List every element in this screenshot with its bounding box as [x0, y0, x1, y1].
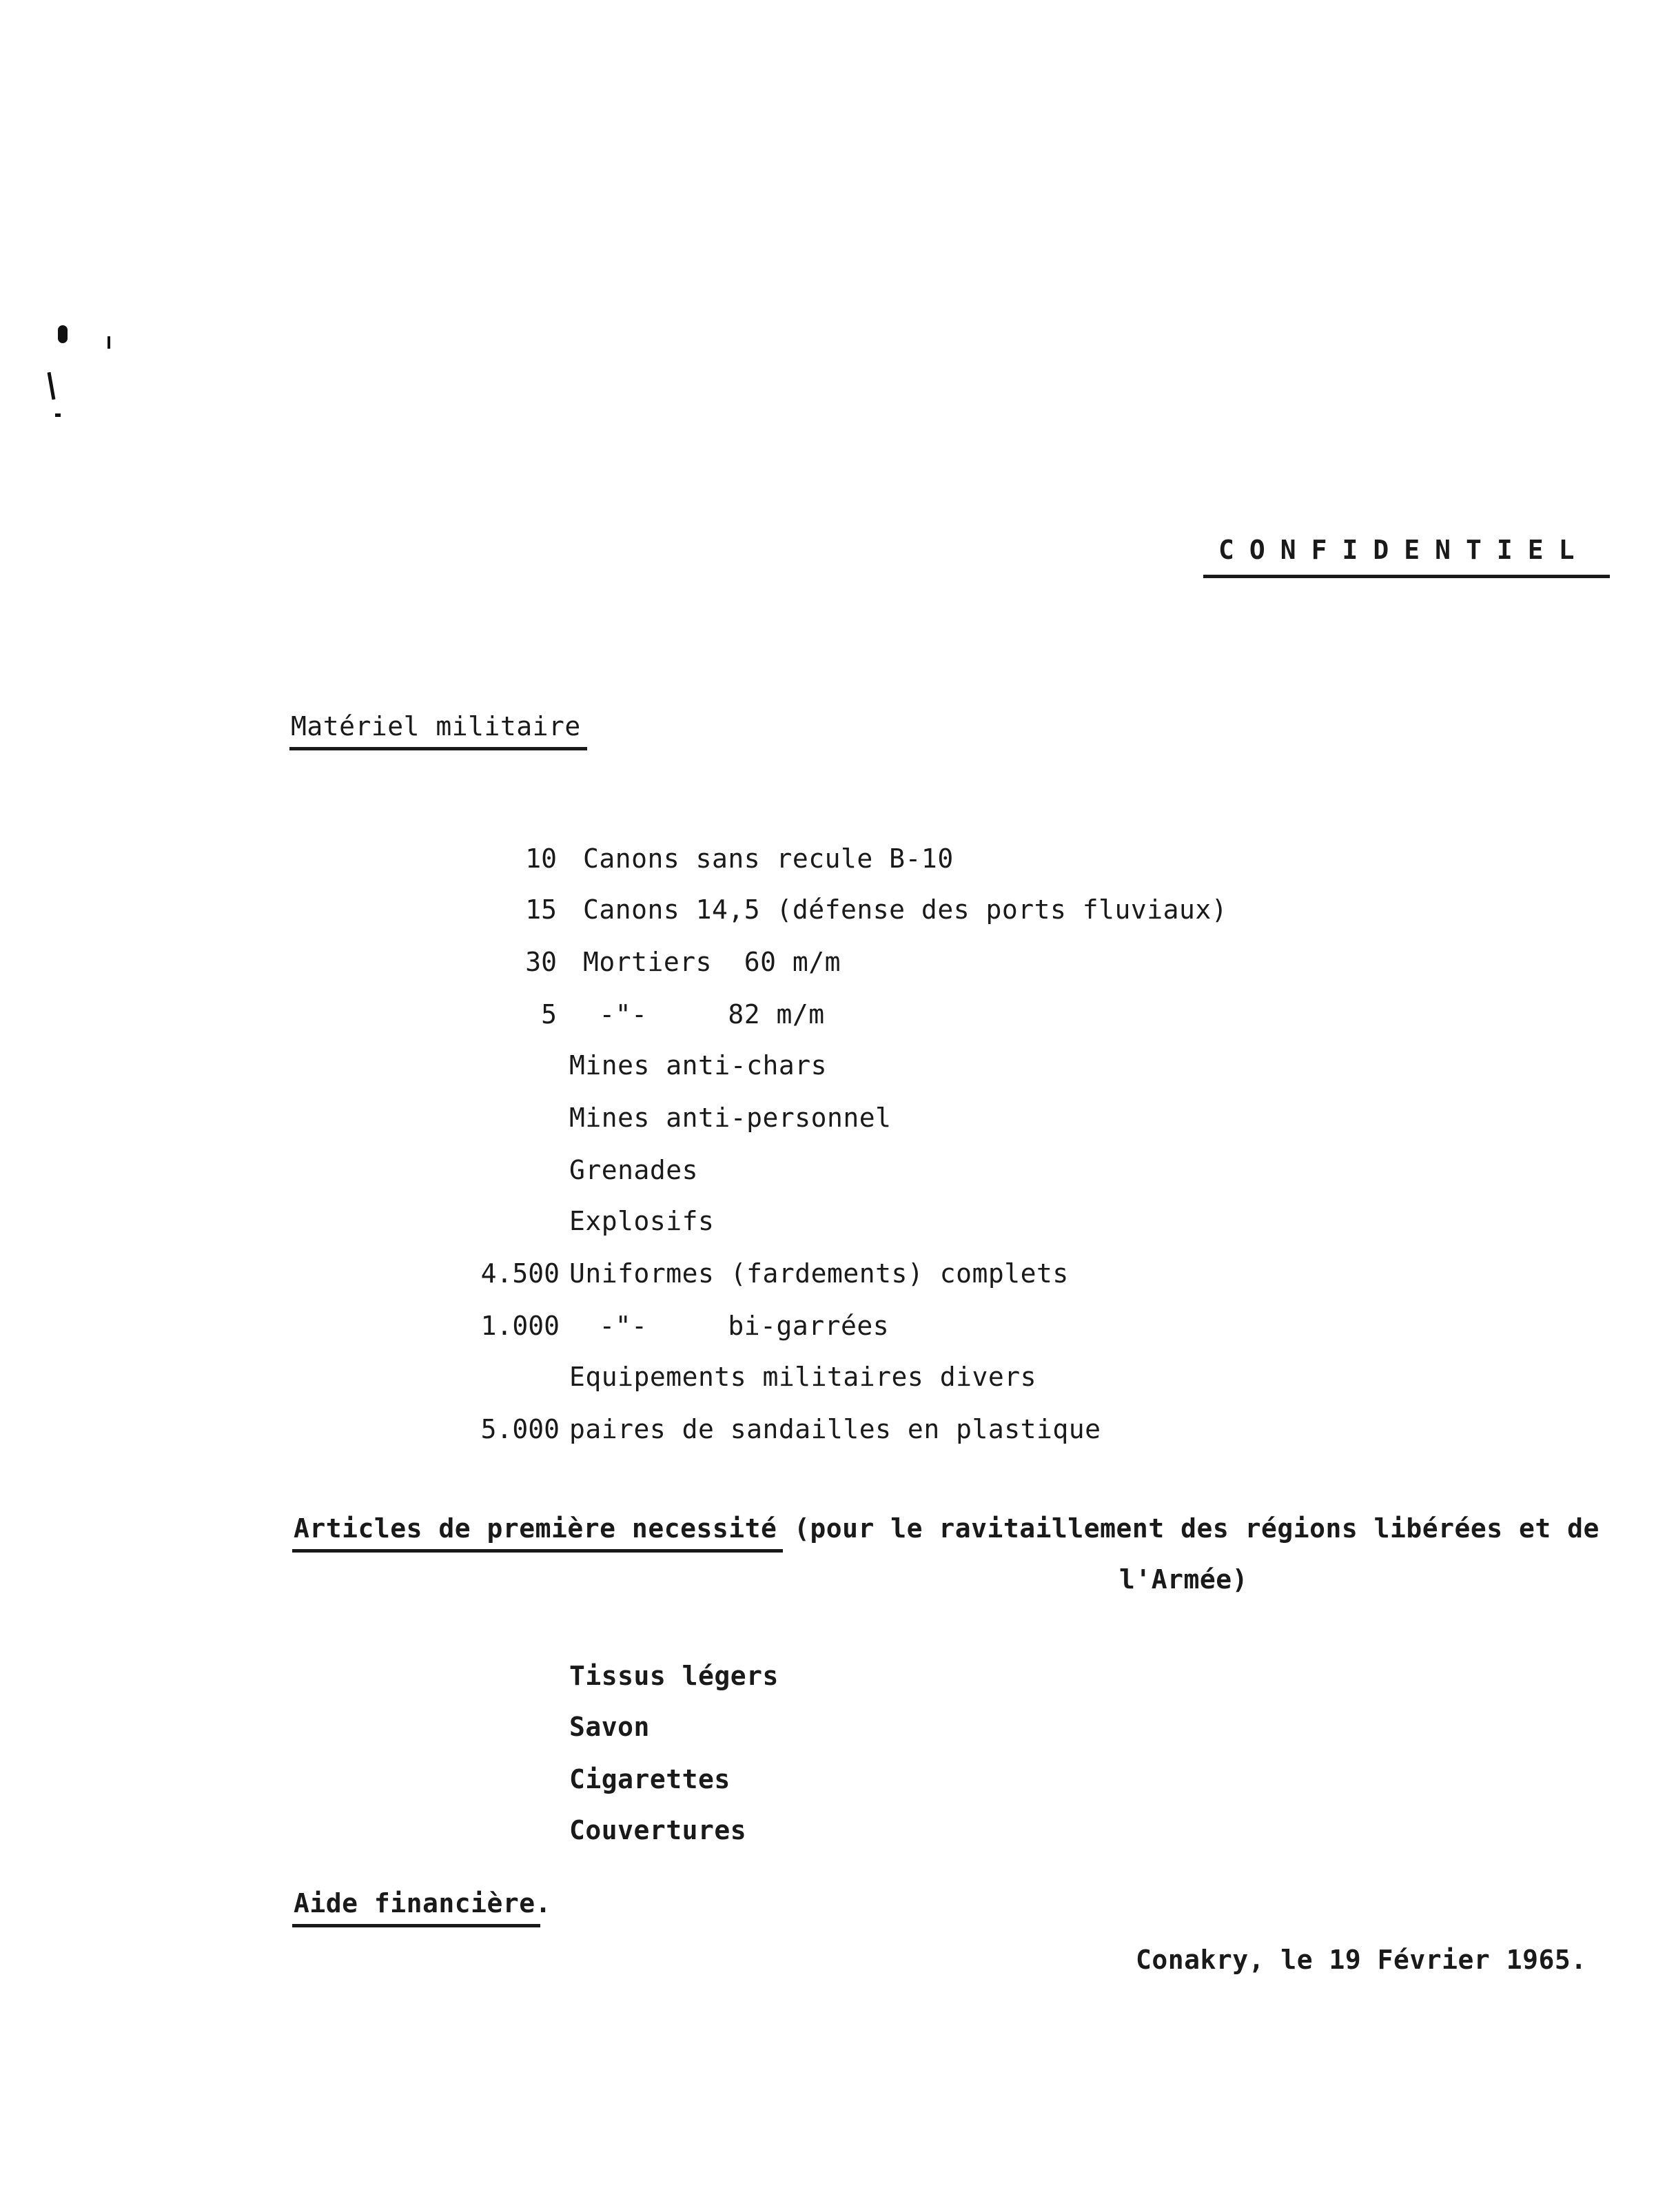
- item-label: Mines anti-personnel: [569, 1103, 892, 1133]
- classification-underline: [1203, 575, 1610, 578]
- list-item: Tissus légers: [569, 1661, 779, 1691]
- classification-header: CONFIDENTIEL: [1218, 535, 1590, 565]
- necessities-note-line2: l'Armée): [1119, 1564, 1249, 1595]
- item-label: Grenades: [569, 1155, 699, 1185]
- scan-speck: [48, 372, 56, 400]
- scan-speck: [108, 336, 110, 349]
- item-quantity: 30: [525, 947, 557, 977]
- necessities-note-line1: (pour le ravitaillement des régions libérées et de: [794, 1513, 1600, 1544]
- item-quantity: 10: [525, 843, 557, 874]
- list-item: Cigarettes: [569, 1764, 730, 1794]
- item-quantity: 5: [541, 999, 557, 1030]
- financial-heading-period: .: [535, 1888, 552, 1918]
- item-label: paires de sandailles en plastique: [569, 1414, 1101, 1444]
- item-label: Uniformes (fardements) complets: [569, 1258, 1069, 1289]
- financial-heading: [294, 1887, 551, 1920]
- item-label: Mortiers 60 m/m: [583, 947, 841, 977]
- military-heading: Matériel militaire: [291, 711, 581, 741]
- financial-heading-underline: [292, 1924, 540, 1927]
- necessities-heading: Articles de première necessité: [294, 1513, 777, 1544]
- item-label: Canons sans recule B-10: [583, 843, 954, 874]
- item-label: Equipements militaires divers: [569, 1362, 1036, 1392]
- item-label: -"- bi-garrées: [583, 1311, 890, 1341]
- scan-speck: [58, 325, 68, 343]
- item-label: -"- 82 m/m: [583, 999, 825, 1030]
- place-date: Conakry, le 19 Février 1965.: [1136, 1945, 1587, 1975]
- necessities-heading-underline: [292, 1549, 783, 1553]
- scan-speck: [55, 413, 61, 417]
- item-label: Canons 14,5 (défense des ports fluviaux): [583, 894, 1228, 925]
- item-label: Mines anti-chars: [569, 1050, 828, 1081]
- military-heading-underline: [289, 747, 587, 750]
- item-quantity: 4.500: [480, 1258, 560, 1289]
- list-item: Savon: [569, 1712, 650, 1742]
- item-quantity: 15: [525, 894, 557, 925]
- item-label: Explosifs: [569, 1206, 715, 1236]
- item-quantity: 5.000: [480, 1414, 560, 1444]
- financial-heading-text: Aide financière: [294, 1888, 535, 1918]
- list-item: Couvertures: [569, 1815, 747, 1845]
- item-quantity: 1.000: [480, 1311, 560, 1341]
